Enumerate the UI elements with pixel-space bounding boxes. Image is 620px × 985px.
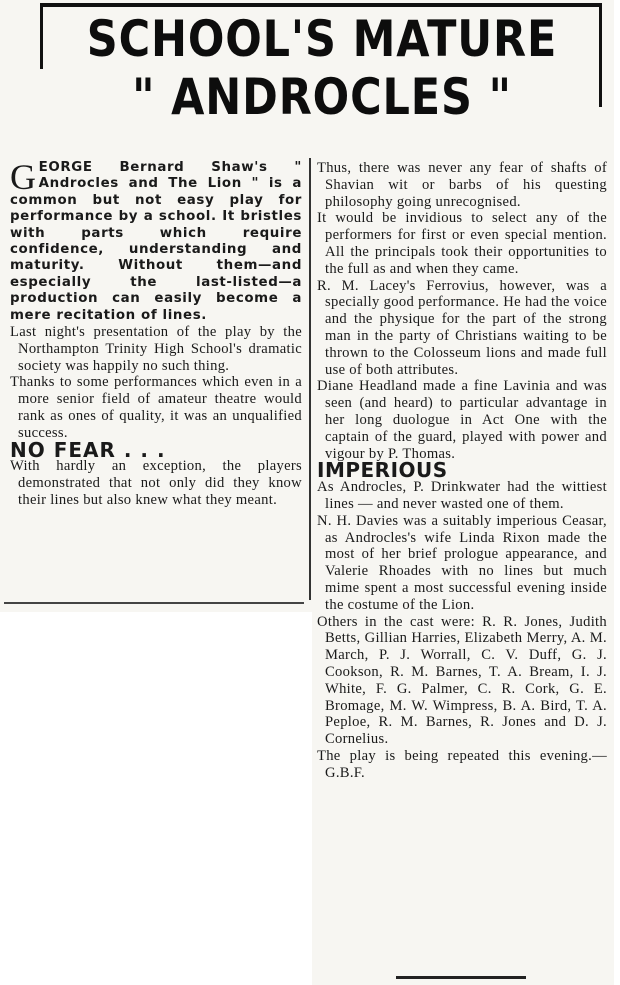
lead-text: EORGE Bernard Shaw's " Androcles and The Lion " is a common but not easy play for performance by a school. It bristles with parts which require confidence, understanding and maturity. Without them—and especially the last-listed—a production can easily become a mere recitation of lines. bbox=[10, 160, 302, 323]
paragraph: N. H. Davies was a suitably imperious Ceasar, as Androcles's wife Linda Rixon made the most of her brief prologue appearance, and Valerie Rhoades with no lines but much mime spent a most successful evening inside the costume of the Lion. bbox=[317, 512, 607, 613]
paragraph: As Androcles, P. Drinkwater had the wittiest lines — and never wasted one of them. bbox=[317, 479, 607, 512]
left-column-bottom-rule bbox=[4, 602, 304, 604]
paragraph: R. M. Lacey's Ferrovius, however, was a specially good performance. He had the voice and the physique for the part of the strong man in the party of Christians waiting to be thrown to the Colosseum lions and made full use of both attributes. bbox=[317, 277, 607, 378]
headline-box-right-rule bbox=[599, 3, 602, 107]
paragraph: Last night's presentation of the play by the Northampton Trinity High School's dramatic society was happily no such thing. bbox=[10, 324, 302, 374]
headline-box-top-rule bbox=[40, 3, 602, 7]
byline-paragraph: The play is being repeated this evening.— G.B.F. bbox=[317, 747, 607, 781]
crosshead-no-fear: NO FEAR . . . bbox=[10, 437, 166, 462]
headline-line-2: " ANDROCLES " bbox=[132, 68, 512, 126]
paragraph: It would be invidious to select any of the performers for first or even special mention. All the principals took their opportunities to the full as and when they came. bbox=[317, 210, 607, 277]
lead-paragraph bbox=[10, 157, 302, 324]
column-divider bbox=[309, 158, 311, 600]
drop-cap: G bbox=[10, 157, 37, 197]
left-column bbox=[10, 157, 302, 509]
paragraph: With hardly an exception, the players demonstrated that not only did they know their lines but also knew what they meant. bbox=[10, 458, 302, 509]
paragraph: Thanks to some performances which even in a more senior field of amateur theatre would rank as ones of quality, it was an unqualified success. bbox=[10, 374, 302, 441]
crosshead-imperious: IMPERIOUS bbox=[317, 458, 448, 483]
right-column bbox=[317, 160, 607, 781]
paragraph: Thus, there was never any fear of shafts of Shavian wit or barbs of his questing philosophy going unrecognised. bbox=[317, 160, 607, 210]
headline-line-1: SCHOOL'S MATURE bbox=[86, 10, 558, 68]
article-end-rule bbox=[396, 976, 526, 979]
headline bbox=[83, 10, 561, 126]
paragraph: Others in the cast were: R. R. Jones, Judith Betts, Gillian Harries, Elizabeth Merry, A. M. March, P. J. Worrall, C. V. Duff, G. J. Cookson, R. M. Barnes, T. A. Bream, I. J. White, F. G. Palmer, C. R. Cork, G. E. Bromage, M. W. Wimpress, B. A. Bird, T. A. Peploe, R. M. Barnes, R. Jones and D. J. Cornelius. bbox=[317, 613, 607, 748]
paragraph: Diane Headland made a fine Lavinia and was seen (and heard) to particular advantage in her long duologue in Act One with the captain of the guard, played with power and vigour by P. Thomas. bbox=[317, 378, 607, 462]
headline-box-left-rule bbox=[40, 3, 43, 69]
